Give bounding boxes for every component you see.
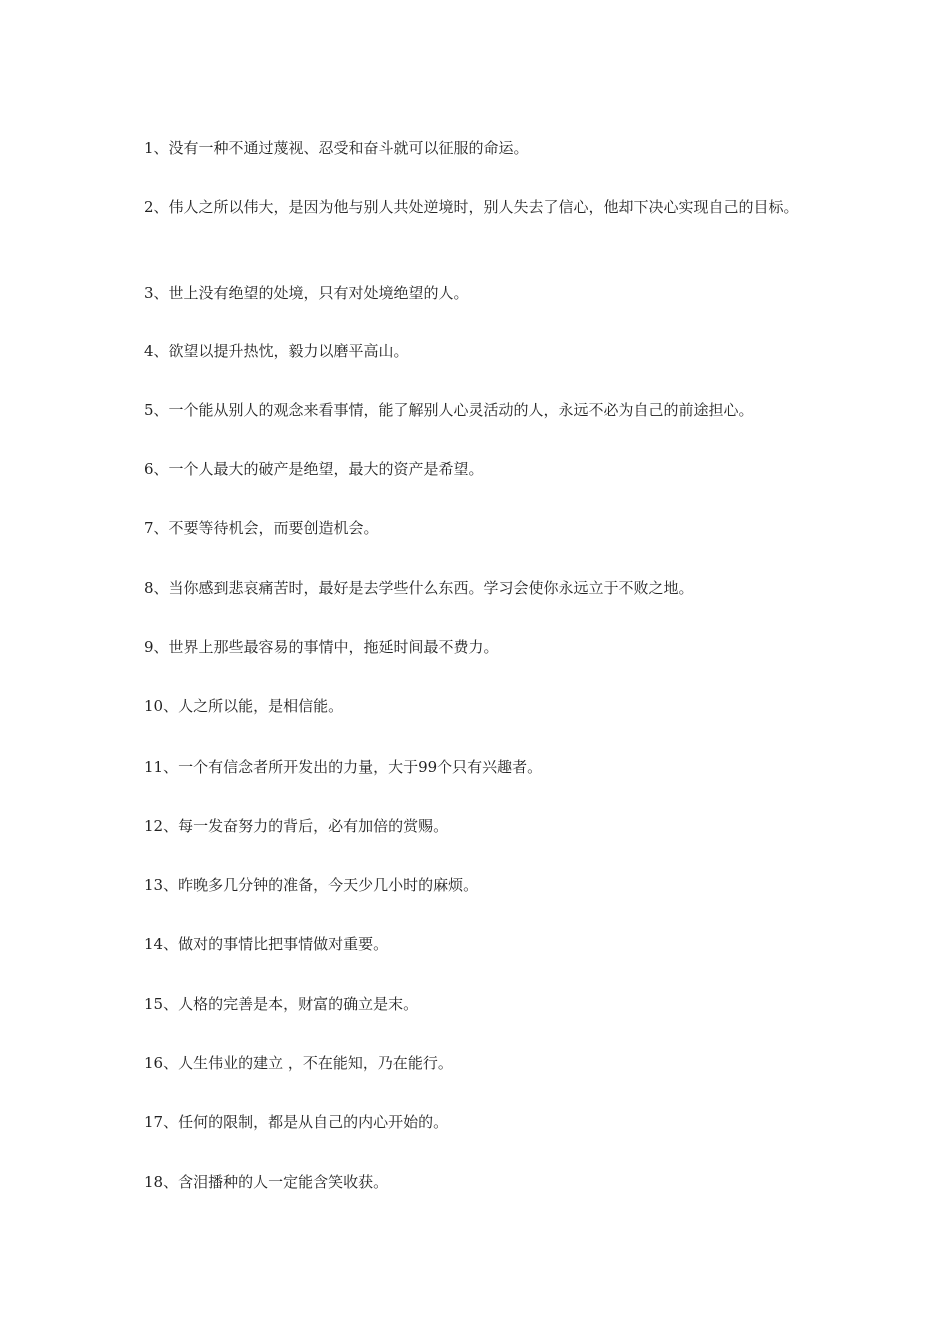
- quote-14: 14、做对的事情比把事情做对重要。: [144, 935, 389, 953]
- quote-17: 17、任何的限制，都是从自己的内心开始的。: [144, 1113, 449, 1131]
- quote-3: 3、世上没有绝望的处境，只有对处境绝望的人。: [144, 284, 469, 302]
- quote-2: 2、伟人之所以伟大，是因为他与别人共处逆境时，别人失去了信心，他却下决心实现自己的目标。: [144, 198, 799, 216]
- quote-8: 8、当你感到悲哀痛苦时，最好是去学些什么东西。学习会使你永远立于不败之地。: [144, 579, 694, 597]
- quote-12: 12、每一发奋努力的背后，必有加倍的赏赐。: [144, 817, 449, 835]
- quote-5: 5、一个能从别人的观念来看事情，能了解别人心灵活动的人，永远不必为自己的前途担心。: [144, 401, 754, 419]
- quote-1: 1、没有一种不通过蔑视、忍受和奋斗就可以征服的命运。: [144, 139, 529, 157]
- quote-15: 15、人格的完善是本，财富的确立是末。: [144, 995, 419, 1013]
- quote-10: 10、人之所以能，是相信能。: [144, 697, 344, 715]
- quote-18: 18、含泪播种的人一定能含笑收获。: [144, 1173, 389, 1191]
- quote-4: 4、欲望以提升热忱，毅力以磨平高山。: [144, 342, 409, 360]
- quote-16: 16、人生伟业的建立 ，不在能知，乃在能行。: [144, 1054, 453, 1072]
- quote-13: 13、昨晚多几分钟的准备，今天少几小时的麻烦。: [144, 876, 479, 894]
- quote-11: 11、一个有信念者所开发出的力量，大于99个只有兴趣者。: [144, 758, 543, 776]
- quote-9: 9、世界上那些最容易的事情中，拖延时间最不费力。: [144, 638, 499, 656]
- quote-6: 6、一个人最大的破产是绝望，最大的资产是希望。: [144, 460, 484, 478]
- quote-7: 7、不要等待机会，而要创造机会。: [144, 519, 379, 537]
